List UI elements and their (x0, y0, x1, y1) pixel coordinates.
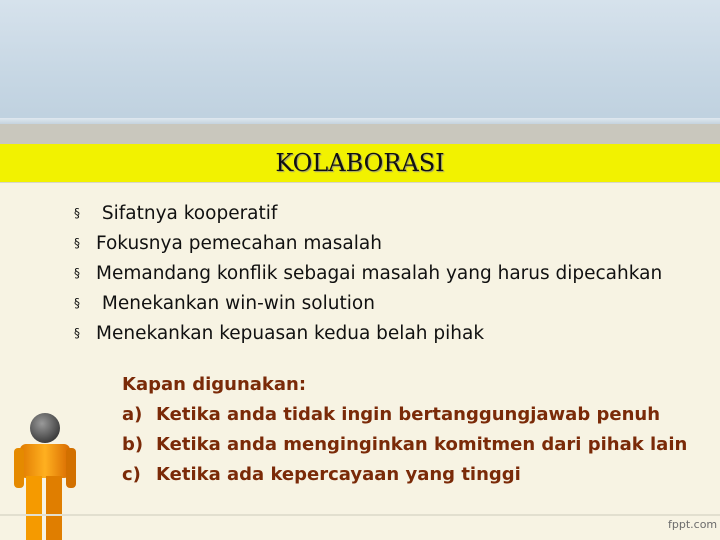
bullet-text: Memandang konflik sebagai masalah yang harus dipecahkan (96, 262, 663, 284)
bullet-symbol: § (74, 236, 80, 250)
bullet-text: Sifatnya kooperatif (96, 202, 278, 224)
footer-divider (0, 514, 720, 516)
bullet-text: Menekankan kepuasan kedua belah pihak (96, 322, 485, 344)
usage-marker: c) (122, 464, 141, 485)
bullet-symbol: § (74, 266, 80, 280)
bullet-text: Menekankan win-win solution (96, 292, 375, 314)
usage-marker: b) (122, 434, 144, 455)
usage-block (122, 370, 687, 490)
header-divider-strip (0, 124, 720, 144)
usage-item (122, 430, 687, 460)
fppt-logo: fppt.com (668, 518, 718, 531)
slide-title: KOLABORASI (275, 149, 445, 177)
bullet-text: Fokusnya pemecahan masalah (96, 232, 382, 254)
usage-text: Ketika ada kepercayaan yang tinggi (156, 464, 521, 485)
bullet-symbol: § (74, 296, 80, 310)
usage-item (122, 400, 687, 430)
bullet-item (74, 198, 662, 228)
bullet-item (74, 228, 662, 258)
bullet-item (74, 288, 662, 318)
usage-marker: a) (122, 404, 143, 425)
usage-item (122, 460, 687, 490)
usage-text: Ketika anda tidak ingin bertanggungjawab penuh (156, 404, 661, 425)
usage-text: Ketika anda menginginkan komitmen dari pihak lain (156, 434, 688, 455)
bullet-item (74, 318, 662, 348)
header-band (0, 0, 720, 122)
person-figure-icon (8, 410, 78, 540)
bullet-symbol: § (74, 326, 80, 340)
usage-heading: Kapan digunakan: (122, 374, 307, 395)
bullet-list (74, 198, 662, 348)
bullet-item (74, 258, 662, 288)
bullet-symbol: § (74, 206, 80, 220)
